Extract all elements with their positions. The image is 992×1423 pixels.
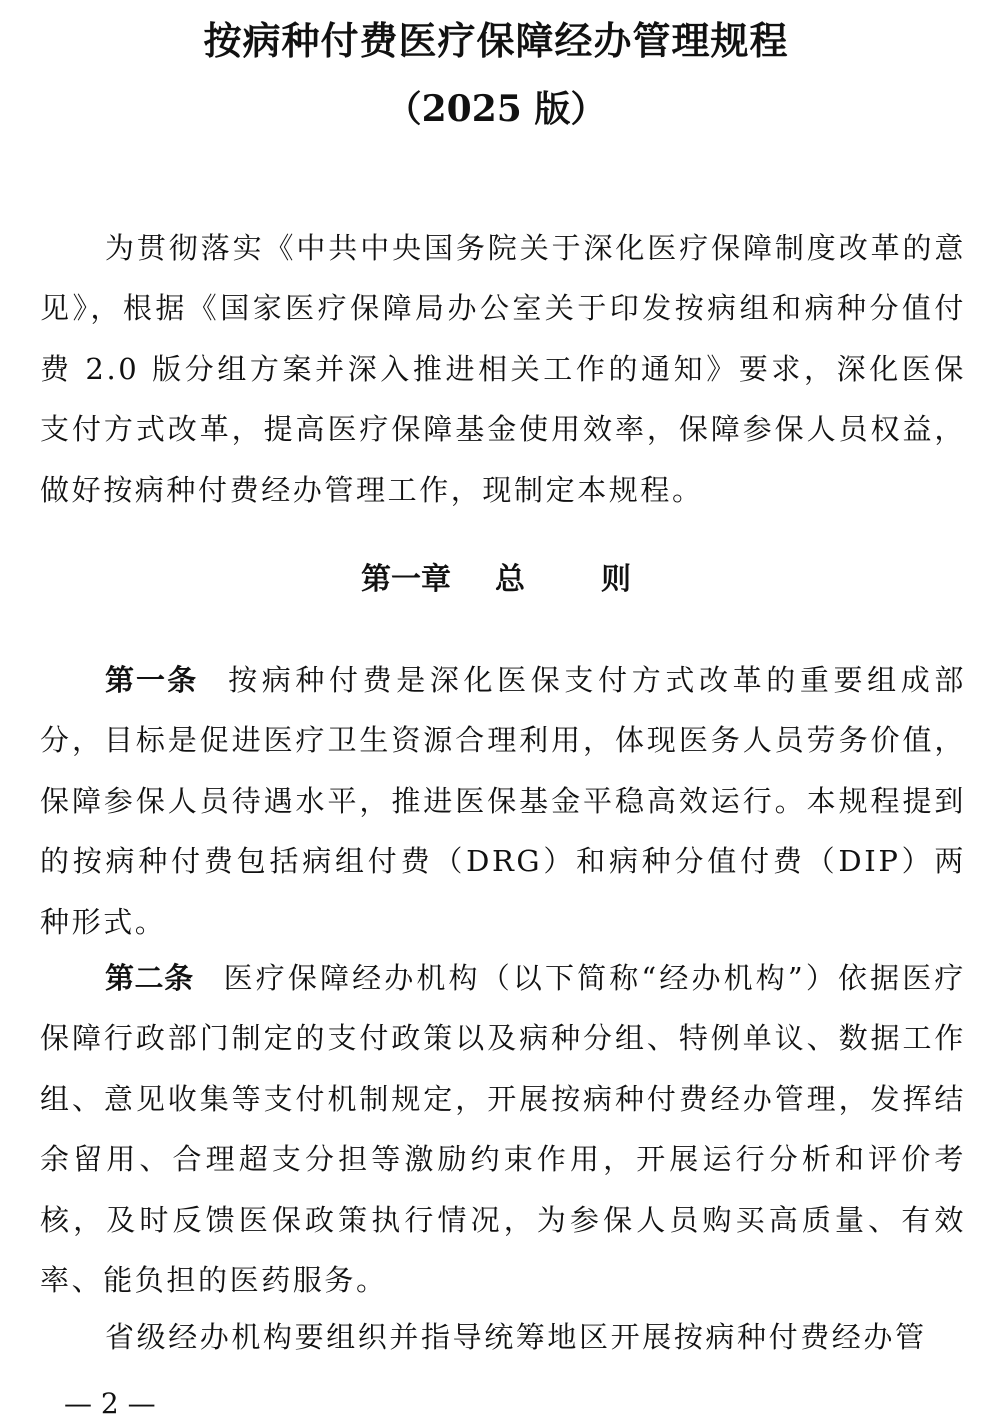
document-title: 按病种付费医疗保障经办管理规程 bbox=[203, 18, 789, 63]
chapter-number: 第一章 bbox=[361, 562, 451, 597]
chapter-heading bbox=[0, 554, 992, 606]
article-2-text: 医疗保障经办机构（以下简称“经办机构”）依据医疗保障行政部门制定的支付政策以及病种分组、特例单议、数据工作组、意见收集等支付机制规定，开展按病种付费经办管理，发挥结余留用、合理超支分担等激励约束作用，开展运行分析和评价考核，及时反馈医保政策执行情况，为参保人员购买高质量、有效率、能负担的医药服务。 bbox=[40, 961, 966, 1298]
article-1-text: 按病种付费是深化医保支付方式改革的重要组成部分，目标是促进医疗卫生资源合理利用，体现医务人员劳务价值，保障参保人员待遇水平，推进医保基金平稳高效运行。本规程提到的按病种付费包括病组付费（DRG）和病种分值付费（DIP）两种形式。 bbox=[40, 663, 966, 939]
document-edition: （2025 版） bbox=[385, 88, 607, 130]
article-1 bbox=[40, 650, 966, 952]
chapter-name-part1: 总 bbox=[495, 562, 525, 597]
continuation-paragraph: 省级经办机构要组织并指导统筹地区开展按病种付费经办管 bbox=[105, 1320, 927, 1354]
chapter-name-part2: 则 bbox=[601, 562, 631, 597]
preamble-paragraph: 为贯彻落实《中共中央国务院关于深化医疗保障制度改革的意见》，根据《国家医疗保障局办公室关于印发按病组和病种分值付费 2.0 版分组方案并深入推进相关工作的通知》要求，深化医保支付方式改革，提高医疗保障基金使用效率，保障参保人员权益，做好按病种付费经办管理工作，现制定本规程。 bbox=[40, 231, 966, 507]
page-number: — 2 — bbox=[64, 1387, 156, 1420]
article-2 bbox=[40, 948, 966, 1310]
article-2-label: 第二条 bbox=[105, 961, 194, 995]
article-1-label: 第一条 bbox=[105, 663, 199, 697]
